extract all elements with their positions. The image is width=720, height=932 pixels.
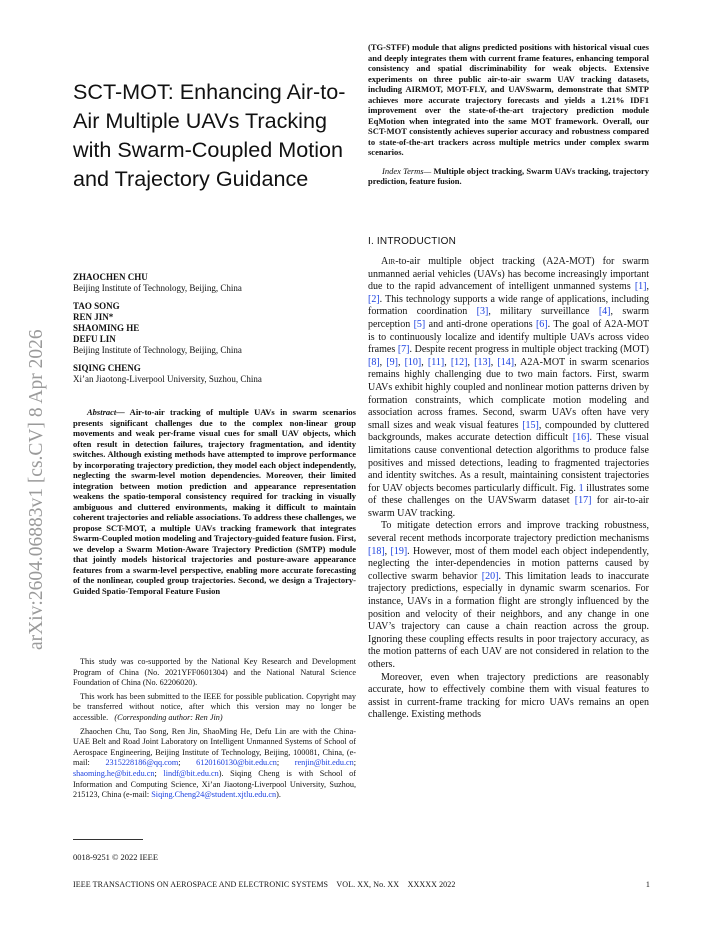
citation-link[interactable]: [7] [397,344,410,356]
intro-text: , [421,356,428,368]
ieee-notice-text: This work has been submitted to the IEEE for possible publication. Copyright may be transferred without notice, after which this version may no longer be accessible. [73,691,356,722]
citation-link[interactable]: [14] [497,356,515,368]
intro-text: . The goal of A2A-MOT is to continuously localize and identify multiple UAVs across video frames [368,318,650,356]
intro-text: Air [381,256,396,267]
intro-text: . This technology supports a wide range of applications, including formation coordination [368,293,649,318]
abstract-text: Air-to-air tracking of multiple UAVs in swarm scenarios presents significant challenges due to the complex non-linear group movements and weak per-frame visual cues for small UAV objects, which often result in detection failures, trajectory fragmentation, and identity switches. Although existing methods have attempted to improve performance by incorporating trajectory prediction, they model each object independently, neglecting the swarm-level motion dependencies. Moreover, their limited integration between motion prediction and appearance representation weakens the spatio-temporal consistency required for tracking in visually ambiguous and cluttered environments, making it difficult to maintain coherent trajectories and reliable associations. To address these challenges, we propose SCT-MOT, a multiple UAVs tracking framework that integrates Swarm-Coupled motion modeling and Trajectory-guided feature fusion. First, we develop a Swarm Motion-Aware Trajectory Prediction (SMTP) module that jointly models historical trajectories and posture-aware appearance features from a swarm-level perspective, enabling more accurate forecasting of the nonlinear, coupled group trajectories. Second, we design a Trajectory-Guided Spatio-Temporal Feature Fusion [73,407,356,596]
email-link[interactable]: shaoming.he@bit.edu.cn [73,768,155,778]
index-terms-text: Multiple object tracking, Swarm UAVs tracking, trajectory prediction, feature fusion. [368,165,649,186]
author-name: TAO SONG [73,301,120,311]
intro-text: , [444,356,451,368]
citation-link[interactable]: [18] [368,545,385,557]
citation-link[interactable]: 1 [578,482,584,494]
citation-link[interactable]: [5] [413,318,426,330]
intro-text: and anti-drone operations [425,318,536,330]
index-terms-lead: Index Terms— [382,165,432,176]
copyright-notice: 0018-9251 © 2022 IEEE [73,852,159,862]
citation-link[interactable]: [8] [368,356,380,368]
intro-text: , [467,356,475,368]
intro-text: , A2A-MOT in swarm scenarios remains highly challenging due to two main factors. First, swarm UAVs exhibit highly coupled and nonlinear motion patterns driven by formation constraints, which complicate motion modeling and association across frames. Second, swarm UAVs often have very small sizes and weak visual features [368,356,649,431]
intro-text: , [397,356,405,368]
section-heading-introduction: I. INTRODUCTION [368,236,456,247]
citation-link[interactable]: [6] [535,318,548,330]
intro-text: , swarm perception [368,306,649,330]
intro-text: , compounded by cluttered backgrounds, makes accurate detection difficult [368,419,649,444]
author-block [73,272,363,392]
author-group [73,272,363,294]
intro-text: To mitigate detection errors and improve tracking robustness, several recent methods incorporate trajectory prediction mechanisms [368,520,649,545]
citation-link[interactable]: [16] [572,432,590,444]
abstract [73,407,356,596]
corresponding-author: (Corresponding author: Ren Jin) [114,712,223,722]
arxiv-stamp [0,200,60,720]
author-affiliation: Xi’an Jiaotong-Liverpool University, Suzhou, China [73,374,262,384]
author-affiliation: Beijing Institute of Technology, Beijing, China [73,345,242,355]
intro-text: , [646,281,649,293]
citation-link[interactable]: [20] [481,570,499,582]
intro-paragraph [368,256,649,520]
author-name: SHAOMING HE [73,323,140,333]
author-name: SIQING CHENG [73,363,141,373]
page-number: 1 [645,880,650,889]
citation-link[interactable]: [12] [450,356,468,368]
email-link[interactable]: renjin@bit.edu.cn [294,758,354,768]
email-link[interactable]: 2315228186@qq.com [105,758,179,768]
citation-link[interactable]: [1] [634,281,647,293]
intro-text: illustrates some of these challenges on the UAVSwarm dataset [368,482,649,507]
intro-text: , [490,356,498,368]
citation-link[interactable]: [13] [474,356,491,368]
abstract-lead: Abstract— [87,407,125,417]
citation-link[interactable]: [9] [386,356,398,368]
affiliations-text: ). [276,790,281,800]
citation-link[interactable]: [11] [427,356,445,368]
intro-text: for air-to-air swarm UAV tracking. [368,495,649,519]
affiliations-text: ). Siqing Cheng is with School of Information and Computing Science, Xi’an Jiaotong-Liverpool University, Suzhou, 215123, China (e-mail: [73,768,356,800]
intro-paragraph [368,520,649,671]
intro-text: . This limitation leads to inaccurate trajectory predictions, especially in dynamic swarm scenarios. For instance, UAVs in a formation flight are strongly influenced by the position and velocity of their neighbors, and any change in one UAV’s trajectory can cause a chain reaction across the group. Ignoring these coupling effects results in poor trajectory accuracy, as the motion patterns of each UAV are not considered in relation to the others. [368,570,649,670]
citation-link[interactable]: [4] [598,306,611,318]
citation-link[interactable]: [15] [522,419,539,431]
intro-text: . Despite recent progress in multiple object tracking (MOT) [409,344,649,356]
author-group [73,301,363,356]
journal-info: IEEE TRANSACTIONS ON AEROSPACE AND ELECTRONIC SYSTEMS VOL. XX, No. XX XXXXX 2022 [73,880,456,889]
introduction-body [368,256,649,722]
citation-link[interactable]: [17] [574,495,592,507]
separator: ; [353,758,357,768]
abstract-continuation: (TG-STFF) module that aligns predicted positions with historical visual cues and deeply integrates them with current frame features, enhancing temporal consistency and spatial discriminability for weak objects. Extensive experiments on three public air-to-air swarm UAV tracking datasets, including AIRMOT, MOT-FLY, and UAVSwarm, demonstrate that SMTP achieves more accurate trajectory forecasts and yields a 1.21% IDF1 improvement over the state-of-the-art trajectory prediction module EqMotion when integrated into the same MOT framework. Overall, our SCT-MOT consistently achieves superior accuracy and robustness compared to state-of-the-art trackers across multiple metrics under complex swarm scenarios. [368,42,649,157]
email-link[interactable]: Siqing.Cheng24@student.xjtlu.edu.cn [151,790,277,800]
footnote-divider [73,839,143,840]
index-terms [368,166,649,187]
footnotes [73,657,356,804]
citation-link[interactable]: [10] [404,356,422,368]
separator: ; [178,758,197,768]
author-name: REN JIN* [73,312,114,322]
citation-link[interactable]: [19] [390,545,408,557]
email-link[interactable]: 6120160130@bit.edu.cn [196,758,277,768]
ieee-notice [73,692,356,724]
intro-text: . These visual limitations cause conventional detection algorithms to produce false positives and missed detections, leading to fragmented trajectories and identity switches. As a result, maintaining consistent trajectories for UAV objects becomes particularly difficult. Fig. [368,432,649,494]
author-affiliation: Beijing Institute of Technology, Beijing, China [73,283,242,293]
intro-text: , [384,545,391,557]
intro-text: Moreover, even when trajectory predictions are reasonably accurate, how to effectively combine them with visual features to assist in current-frame tracking for micro UAVs remains an open challenge. Existing methods [368,671,649,721]
affiliations-text: Zhaochen Chu, Tao Song, Ren Jin, ShaoMing He, Defu Lin are with the China-UAE Belt and Road Joint Laboratory on Intelligent Unmanned Systems of School of Aerospace Engineering, Beijing Institute of Technology, Beijing, 100081, China, (e-mail: [73,726,356,768]
author-name: DEFU LIN [73,334,116,344]
intro-text: -to-air multiple object tracking (A2A-MOT) for swarm unmanned aerial vehicles (UAVs) has become increasingly important due to the rapid advancement of intelligent unmanned systems [368,256,649,293]
intro-text: . However, most of them model each object independently, neglecting the inter-dependencies in motion patterns caused by collective swarm behavior [368,545,649,582]
separator: ; [276,758,295,768]
citation-link[interactable]: [3] [476,306,489,318]
funding-note: This study was co-supported by the National Key Research and Development Program of China (No. 2021YFF0601304) and the National Natural Science Foundation of China (No. 62206020). [73,657,356,688]
paper-title: SCT-MOT: Enhancing Air-to-Air Multiple UAVs Tracking with Swarm-Coupled Motion and Trajectory Guidance [73,79,346,191]
intro-text: , [379,356,387,368]
affiliations-note [73,727,356,801]
citation-link[interactable]: [2] [368,293,380,305]
author-group [73,363,363,385]
running-footer [73,880,650,889]
email-link[interactable]: lindf@bit.edu.cn [163,768,219,778]
right-column [368,42,649,187]
arxiv-identifier: arXiv:2604.06883v1 [cs.CV] 8 Apr 2026 [26,329,47,650]
separator: ; [154,768,164,778]
intro-text: , military surveillance [488,306,599,318]
author-name: ZHAOCHEN CHU [73,272,148,282]
intro-paragraph [368,672,649,722]
